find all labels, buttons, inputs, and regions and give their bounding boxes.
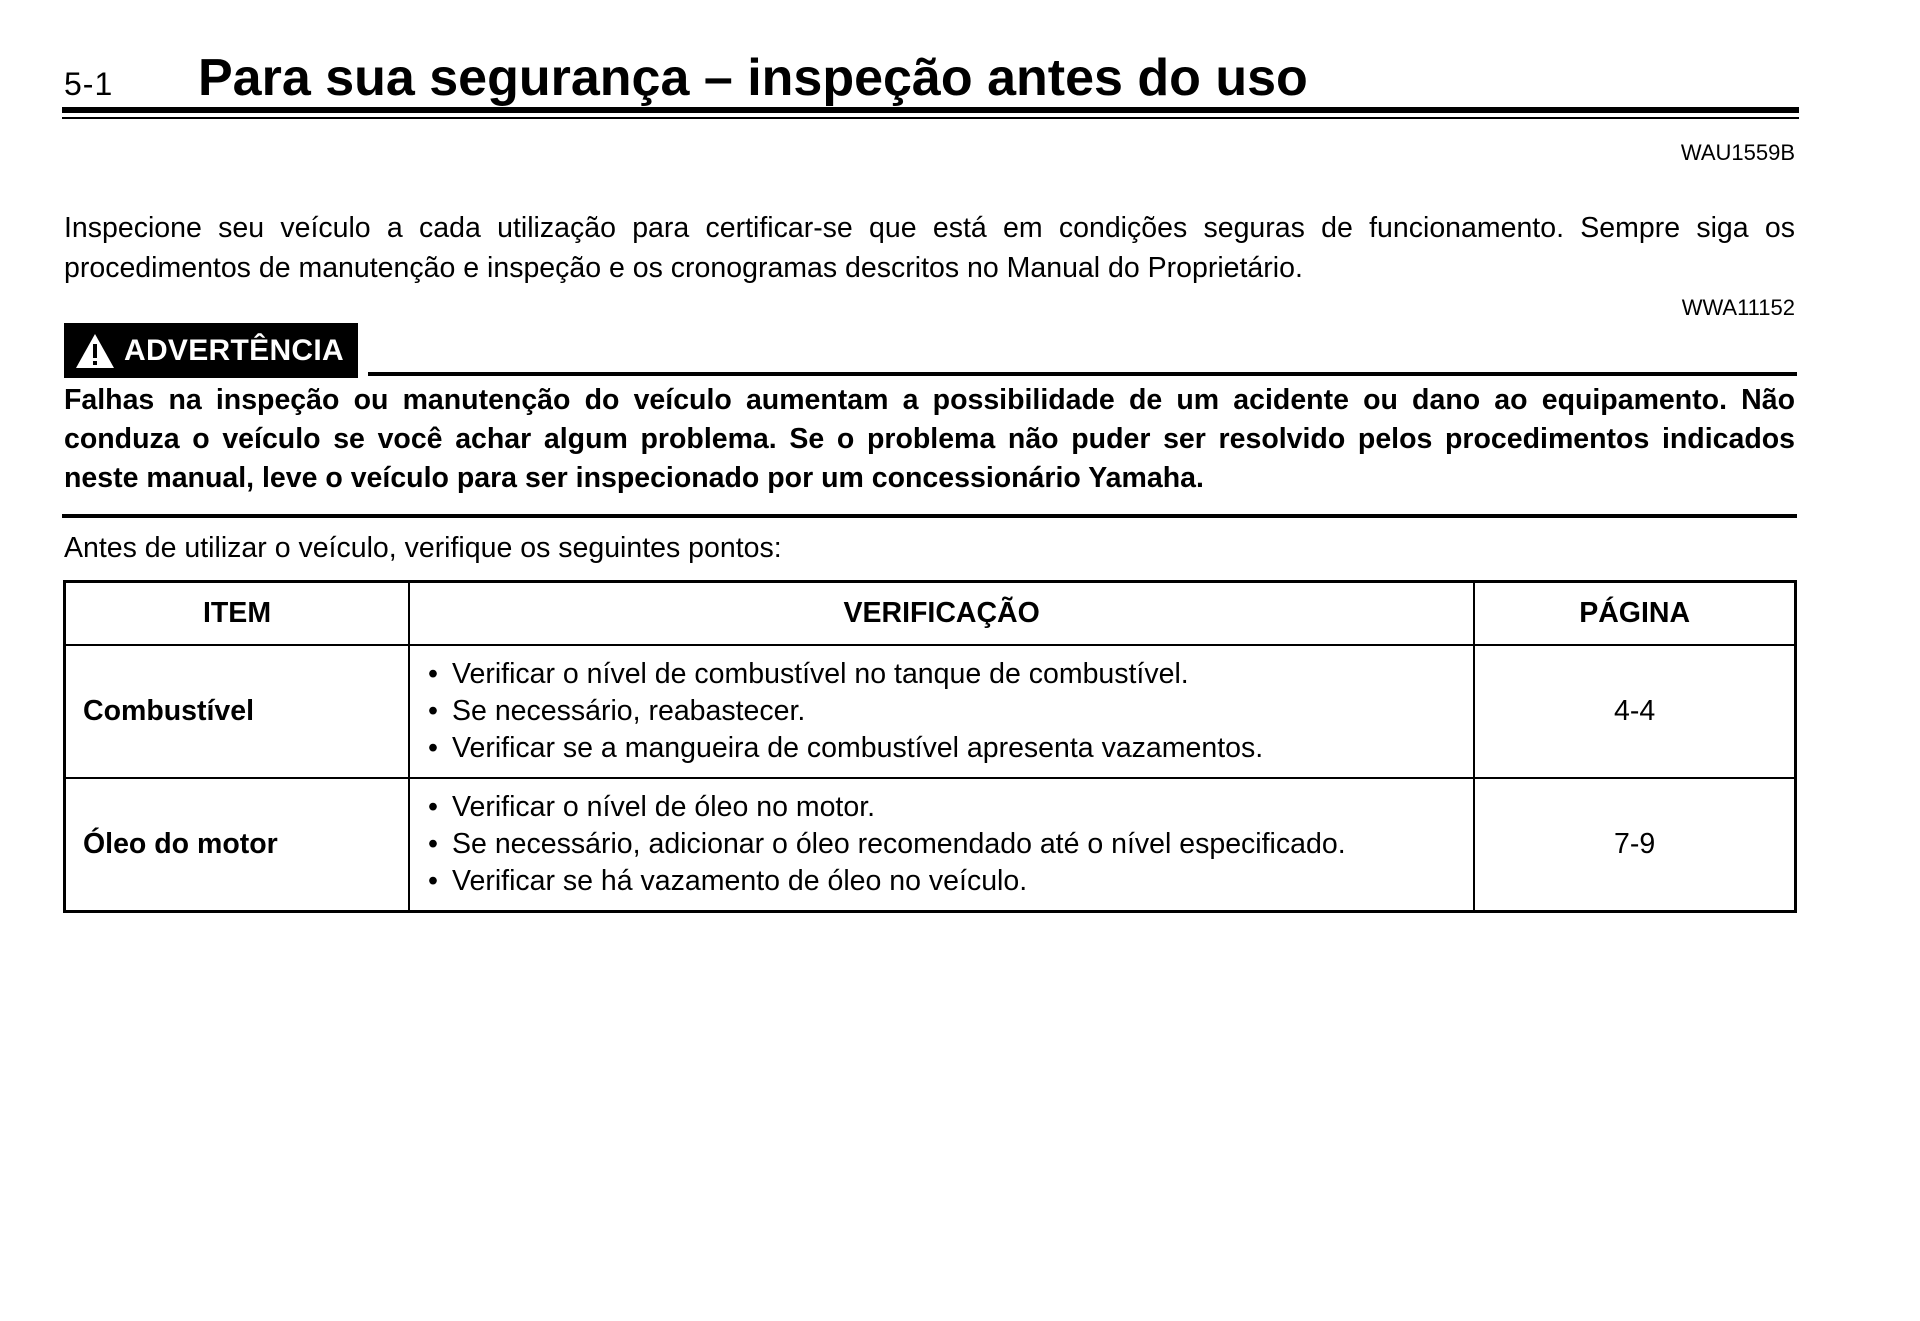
warning-code: WWA11152 — [1681, 295, 1795, 320]
row-page: 4-4 — [1474, 645, 1795, 778]
check-item: • Verificar o nível de combustível no tanque de combustível. — [428, 656, 1473, 693]
warning-label: ADVERTÊNCIA — [124, 333, 344, 367]
header-verification: VERIFICAÇÃO — [409, 582, 1474, 646]
intro-paragraph: Inspecione seu veículo a cada utilização para certificar-se que está em condições seguras de funcionamento. Sempre siga os procedimentos de manutenção e inspeção e os cronogramas descritos no Manual do Proprietário. — [64, 212, 1795, 284]
table-row — [65, 645, 1796, 778]
title-rule-thin — [62, 117, 1799, 119]
row-checks — [409, 778, 1474, 912]
check-item: • Verificar o nível de óleo no motor. — [428, 789, 1473, 826]
check-item: • Verificar se a mangueira de combustível apresenta vazamentos. — [428, 730, 1473, 767]
page-title: Para sua segurança – inspeção antes do uso — [198, 49, 1308, 107]
row-item: Óleo do motor — [65, 778, 410, 912]
warning-text: Falhas na inspeção ou manutenção do veículo aumentam a possibilidade de um acidente ou dano ao equipamento. Não conduza o veículo se você achar algum problema. Se o problema não puder ser resolvido pelos procedimentos indicados neste manual, leve o veículo para ser inspecionado por um concessionário Yamaha. — [64, 384, 1795, 494]
row-checks — [409, 645, 1474, 778]
inspection-table — [63, 580, 1797, 913]
table-intro: Antes de utilizar o veículo, verifique os seguintes pontos: — [64, 532, 782, 564]
check-item: • Se necessário, adicionar o óleo recomendado até o nível especificado. — [428, 826, 1473, 863]
row-page: 7-9 — [1474, 778, 1795, 912]
warning-badge — [64, 323, 358, 378]
row-item: Combustível — [65, 645, 410, 778]
page-number: 5-1 — [64, 66, 114, 102]
table-header-row — [65, 582, 1796, 646]
header-page: PÁGINA — [1474, 582, 1795, 646]
warning-triangle-icon — [74, 332, 116, 370]
check-item: • Verificar se há vazamento de óleo no veículo. — [428, 863, 1473, 900]
header-item: ITEM — [65, 582, 410, 646]
title-rule-thick — [62, 107, 1799, 113]
section-code: WAU1559B — [1680, 140, 1795, 165]
table-row — [65, 778, 1796, 912]
warning-rule — [368, 372, 1797, 376]
warning-bottom-rule — [62, 514, 1797, 518]
check-item: • Se necessário, reabastecer. — [428, 693, 1473, 730]
